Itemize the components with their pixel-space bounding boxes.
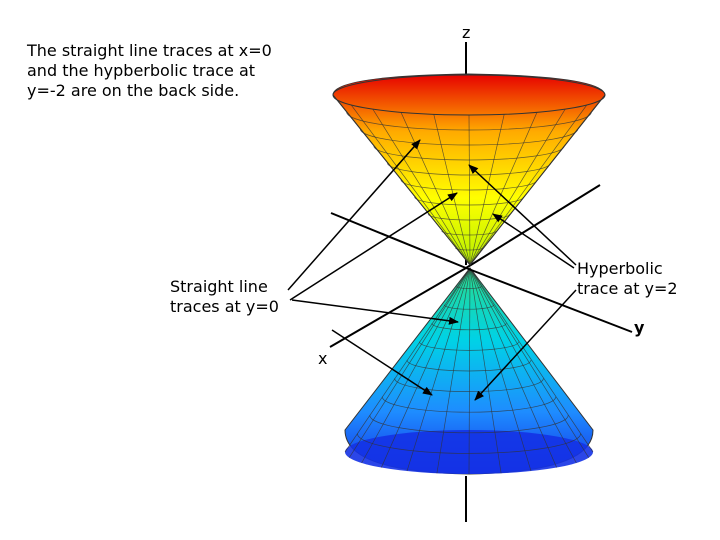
hyperbolic-trace-label: Hyperbolic trace at y=2 — [577, 259, 678, 298]
x-axis-label: x — [318, 349, 328, 368]
upper-cone — [333, 74, 605, 265]
lower-cone — [345, 268, 593, 474]
y-axis-label: y — [634, 318, 645, 337]
z-axis-label: z — [462, 23, 471, 42]
arrow-y2-upper-inner — [493, 214, 574, 268]
upper-cone-surface — [333, 74, 605, 265]
arrow-y0-mid — [290, 193, 457, 300]
back-side-note: The straight line traces at x=0 and the hypberbolic trace at y=-2 are on the back side. — [27, 41, 272, 100]
arrow-y0-upper — [288, 140, 420, 290]
straight-line-traces-label: Straight line traces at y=0 — [170, 277, 279, 316]
arrow-y0-lower — [292, 300, 458, 322]
